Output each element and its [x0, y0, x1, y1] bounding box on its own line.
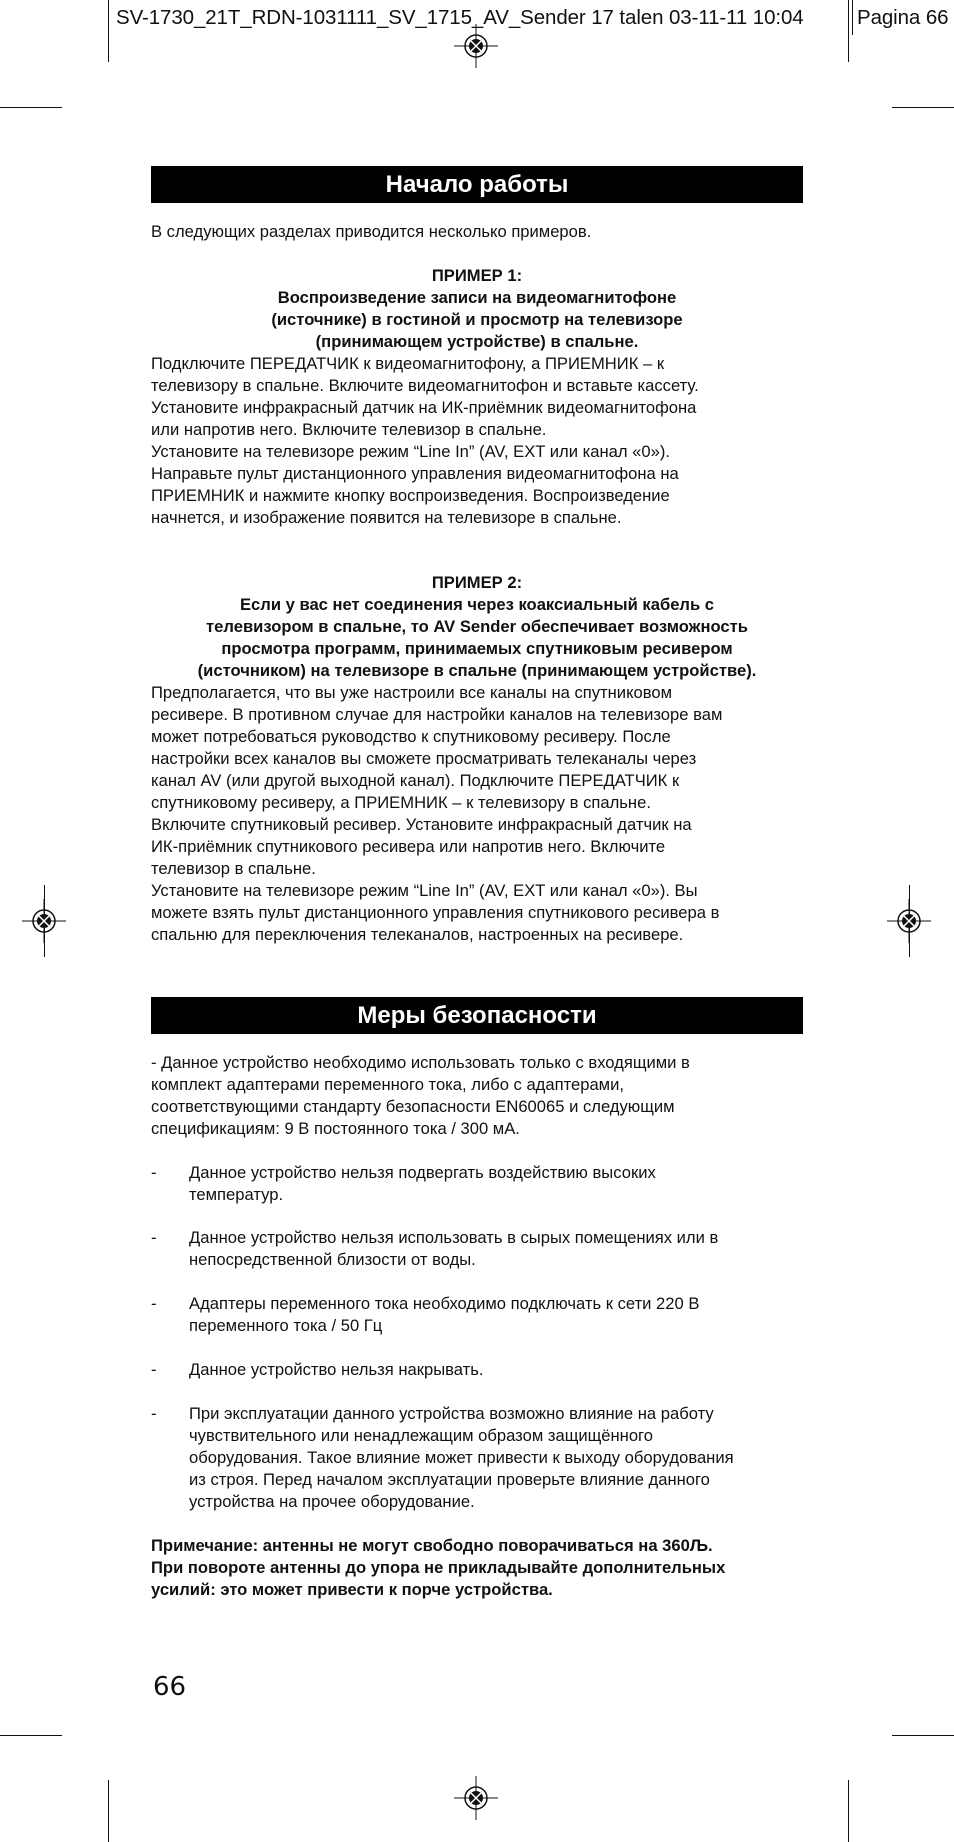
body-line: или напротив него. Включите телевизор в спальне.: [151, 420, 547, 439]
body-line: ресивере. В противном случае для настройки каналов на телевизоре вам: [151, 705, 723, 724]
bullet-line: переменного тока / 50 Гц: [189, 1316, 383, 1335]
registration-mark-icon: [887, 899, 931, 943]
registration-mark-icon: [22, 899, 66, 943]
body-line: ПРИЕМНИК и нажмите кнопку воспроизведения. Воспроизведение: [151, 486, 670, 505]
section-heading-safety: Меры безопасности: [151, 997, 803, 1034]
note-line: усилий: это может привести к порче устройства.: [151, 1580, 553, 1599]
body-line: телевизор в спальне.: [151, 859, 316, 878]
print-job-line: SV-1730_21T_RDN-1031111_SV_1715_AV_Sender 17 talen 03-11-11 10:04: [116, 6, 804, 29]
registration-mark-icon: [454, 24, 498, 68]
bullet-line: непосредственной близости от воды.: [189, 1250, 476, 1269]
safety-intro: [151, 1052, 811, 1140]
page-number: 66: [153, 1672, 187, 1702]
note-line: При повороте антенны до упора не прикладывайте дополнительных: [151, 1558, 726, 1577]
example-2-heading: [151, 572, 803, 682]
bullet-line: Данное устройство нельзя подвергать воздействию высоких: [189, 1163, 656, 1182]
example-1-heading: [151, 265, 803, 353]
body-line: Подключите ПЕРЕДАТЧИК к видеомагнитофону, а ПРИЕМНИК – к: [151, 354, 665, 373]
bullet-line: оборудования. Такое влияние может привести к выходу оборудования: [189, 1448, 734, 1467]
body-line: Включите спутниковый ресивер. Установите инфракрасный датчик на: [151, 815, 692, 834]
heading-line: (источнике) в гостиной и просмотр на телевизоре: [271, 310, 683, 329]
example-2-body: [151, 682, 811, 946]
crop-mark: [0, 107, 62, 108]
bullet-dash: -: [151, 1360, 157, 1379]
bullet-dash: -: [151, 1228, 157, 1247]
note-line: Примечание: антенны не могут свободно поворачиваться на 360Љ.: [151, 1536, 713, 1555]
heading-line: просмотра программ, принимаемых спутниковым ресивером: [221, 639, 733, 658]
body-line: начнется, и изображение появится на телевизоре в спальне.: [151, 508, 622, 527]
body-line: Установите на телевизоре режим “Line In” (AV, EXT или канал «0»). Вы: [151, 881, 698, 900]
print-page-label: Pagina 66: [857, 6, 949, 29]
bullet-line: устройства на прочее оборудование.: [189, 1492, 475, 1511]
body-line: спутниковому ресиверу, а ПРИЕМНИК – к телевизору в спальне.: [151, 793, 651, 812]
heading-line: Если у вас нет соединения через коаксиальный кабель с: [239, 595, 715, 614]
body-line: Предполагается, что вы уже настроили все каналы на спутниковом: [151, 683, 673, 702]
body-line: Установите на телевизоре режим “Line In” (AV, EXT или канал «0»).: [151, 442, 670, 461]
bullet-dash: -: [151, 1163, 157, 1182]
bullet-dash: -: [151, 1294, 157, 1313]
body-line: спальню для переключения телеканалов, настроенных на ресивере.: [151, 925, 684, 944]
crop-mark: [108, 1780, 109, 1842]
bullet-dash: -: [151, 1404, 157, 1423]
registration-mark-icon: [454, 1776, 498, 1820]
heading-line: (принимающем устройстве) в спальне.: [315, 332, 639, 351]
heading-line: ПРИМЕР 1:: [431, 266, 523, 285]
bullet-line: Данное устройство нельзя накрывать.: [189, 1360, 484, 1379]
note: [151, 1535, 811, 1601]
body-line: Направьте пульт дистанционного управления видеомагнитофона на: [151, 464, 679, 483]
crop-mark: [848, 0, 849, 62]
intro-line: комплект адаптерами переменного тока, либо с адаптерами,: [151, 1075, 624, 1094]
intro-line: - Данное устройство необходимо использовать только с входящими в: [151, 1053, 690, 1072]
bullet-line: температур.: [189, 1185, 284, 1204]
body-line: может потребоваться руководство к спутниковому ресиверу. После: [151, 727, 671, 746]
crop-mark: [892, 1735, 954, 1736]
section-intro: В следующих разделах приводится несколько примеров.: [151, 222, 592, 241]
body-line: настройки всех каналов вы сможете просматривать телеканалы через: [151, 749, 697, 768]
body-line: ИК-приёмник спутникового ресивера или напротив него. Включите: [151, 837, 666, 856]
crop-mark: [852, 0, 853, 35]
intro-line: соответствующими стандарту безопасности EN60065 и следующим: [151, 1097, 675, 1116]
bullet-line: Адаптеры переменного тока необходимо подключать к сети 220 В: [189, 1294, 700, 1313]
heading-line: ПРИМЕР 2:: [431, 573, 523, 592]
body-line: телевизору в спальне. Включите видеомагнитофон и вставьте кассету.: [151, 376, 699, 395]
bullet-line: из строя. Перед началом эксплуатации проверьте влияние данного: [189, 1470, 710, 1489]
body-line: можете взять пульт дистанционного управления спутникового ресивера в: [151, 903, 720, 922]
crop-mark: [108, 0, 109, 62]
heading-line: Воспроизведение записи на видеомагнитофоне: [277, 288, 677, 307]
bullet-line: чувствительного или ненадлежащим образом защищённого: [189, 1426, 653, 1445]
section-heading-getting-started: Начало работы: [151, 166, 803, 203]
crop-mark: [0, 1735, 62, 1736]
body-line: канал AV (или другой выходной канал). Подключите ПЕРЕДАТЧИК к: [151, 771, 680, 790]
example-1-body: [151, 353, 811, 529]
crop-mark: [892, 107, 954, 108]
body-line: Установите инфракрасный датчик на ИК-приёмник видеомагнитофона: [151, 398, 697, 417]
heading-line: телевизором в спальне, то AV Sender обеспечивает возможность: [206, 617, 748, 636]
crop-mark: [848, 1780, 849, 1842]
heading-line: (источником) на телевизоре в спальне (принимающем устройстве).: [197, 661, 757, 680]
intro-line: спецификациям: 9 В постоянного тока / 300 мА.: [151, 1119, 520, 1138]
bullet-line: При эксплуатации данного устройства возможно влияние на работу: [189, 1404, 714, 1423]
bullet-line: Данное устройство нельзя использовать в сырых помещениях или в: [189, 1228, 719, 1247]
